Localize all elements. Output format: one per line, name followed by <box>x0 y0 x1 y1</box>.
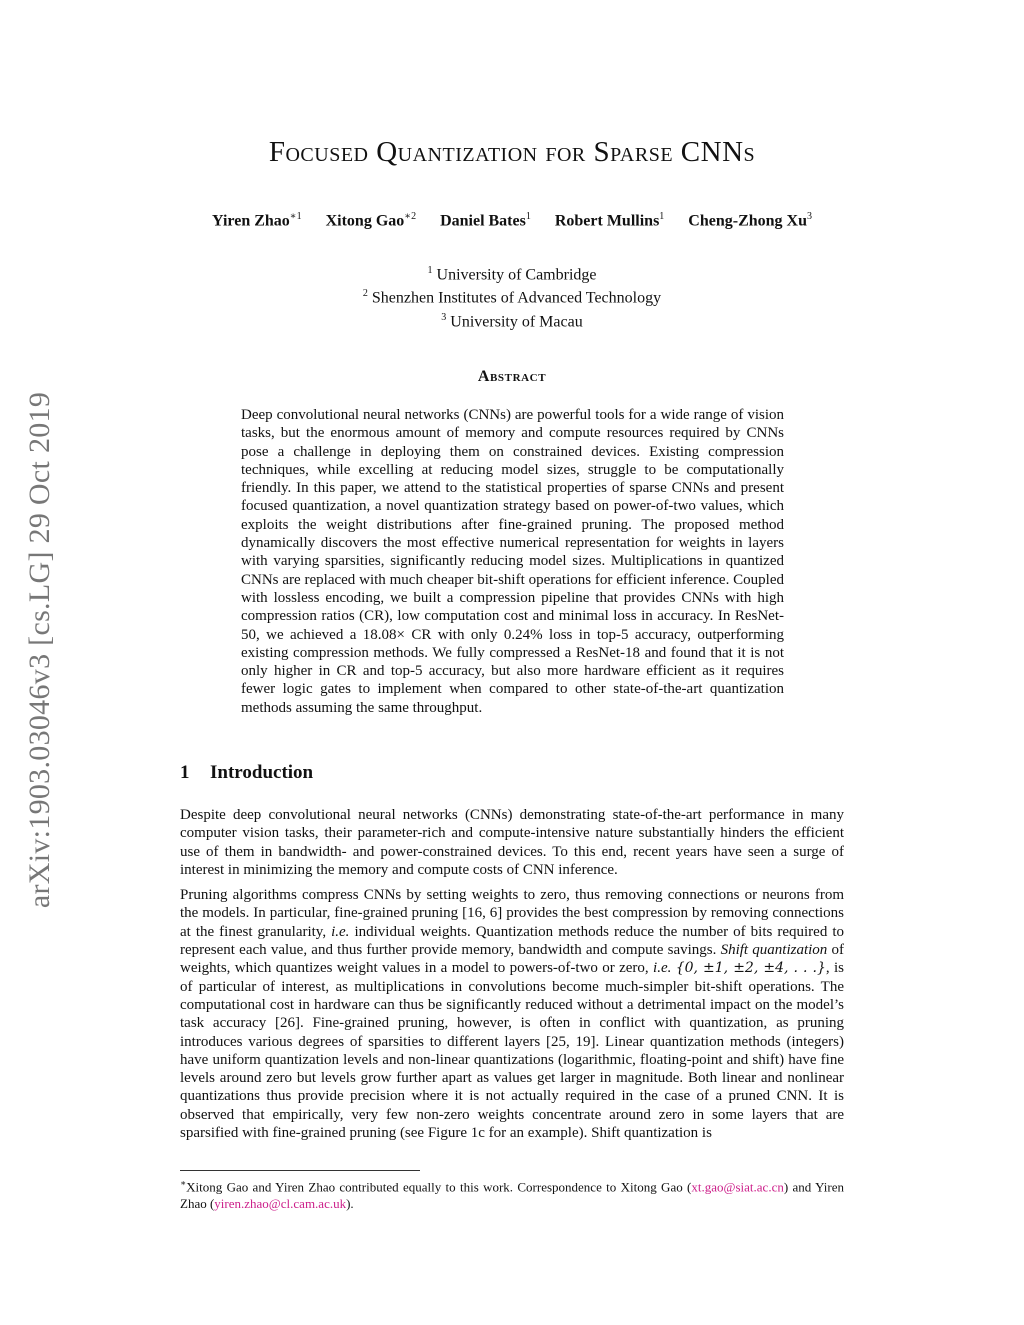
introduction-body <box>180 806 844 1149</box>
affiliation: $^3$ University of Macau <box>441 311 583 330</box>
abstract-text: Deep convolutional neural networks (CNNs) are powerful tools for a wide range of vision tasks, but the enormous amount of memory and compute resources required by CNNs pose a challenge in deploying them on constrained devices. Existing compression techniques, while excelling at reducing model sizes, struggle to be computationally friendly. In this paper, we attend to the statistical properties of sparse CNNs and present focused quantization, a novel quantization strategy based on power-of-two values, which exploits the weight distributions after fine-grained pruning. The proposed method dynamically discovers the most effective numerical representation for weights in layers with varying sparsities, significantly reducing model sizes. Multiplications in quantized CNNs are replaced with much cheaper bit-shift operations for efficient inference. Coupled with lossless encoding, we built a compression pipeline that provides CNNs with high compression ratios (CR), low computation cost and minimal loss in accuracy. In ResNet-50, we achieved a 18.08× CR with only 0.24% loss in top-5 accuracy, outperforming existing compression methods. We fully compressed a ResNet-18 and found that it is not only higher in CR and top-5 accuracy, but also more hardware efficient as it requires fewer logic gates to implement when compared to other state-of-the-art quantization methods assuming the same throughput. <box>241 407 784 716</box>
email-link[interactable]: yiren.zhao@cl.cam.ac.uk <box>214 1195 347 1211</box>
author: Cheng-Zhong Xu$^3$ <box>688 211 812 230</box>
abstract-heading: Abstract <box>477 368 547 385</box>
math-set: {0, ±1, ±2, ±4, . . .} <box>675 960 826 977</box>
footnote: ∗Xitong Gao and Yiren Zhao contributed equally to this work. Correspondence to Xitong Gao (xt.gao@siat.ac.cn) and Yiren Zhao (yiren.zhao@cl.cam.ac.uk). <box>180 1178 844 1211</box>
paragraph: Pruning algorithms compress CNNs by setting weights to zero, thus removing connections or neurons from the models. In particular, fine-grained pruning [16, 6] provides the best compression by removing connections at the finest granularity, i.e. individual weights. Quantization methods reduce the number of bits required to represent each value, and thus further provide memory, bandwidth and compute savings. Shift quantization of weights, which quantizes weight values in a model to powers-of-two or zero, i.e. {0, ±1, ±2, ±4, . . .}, is of particular of interest, as multiplications in convolutions become much-simpler bit-shift operations. The computational cost in hardware can thus be significantly reduced without a detrimental impact on the model’s task accuracy [26]. Fine-grained pruning, however, is often in conflict with quantization, as pruning introduces various degrees of sparsities to different layers [25, 19]. Linear quantization methods (integers) have uniform quantization levels and non-linear quantizations (logarithmic, floating-point and shift) have fine levels around zero but levels grow further apart as values get larger in magnitude. Both linear and nonlinear quantizations thus provide precision where it is not actually required in the case of a pruned CNN. It is observed that empirically, very few non-zero weights concentrate around zero in some layers that are sparsified with fine-grained pruning (see Figure 1c for an example). Shift quantization is <box>180 887 845 1142</box>
affiliation-list <box>0 261 1024 331</box>
author: Daniel Bates$^1$ <box>440 211 531 230</box>
author-list <box>160 211 864 230</box>
arxiv-identifier-stamp <box>18 355 62 945</box>
paper-title: Focused Quantization for Sparse CNNs <box>268 136 756 168</box>
section-heading-introduction <box>180 762 313 784</box>
affiliation: $^1$ University of Cambridge <box>427 265 597 284</box>
email-link[interactable]: xt.gao@siat.ac.cn <box>691 1179 784 1195</box>
author: Yiren Zhao$^{∗1}$ <box>212 211 302 230</box>
author: Robert Mullins$^1$ <box>554 211 665 230</box>
arxiv-identifier-text: arXiv:1903.03046v3 [cs.LG] 29 Oct 2019 <box>23 391 57 909</box>
section-title: Introduction <box>210 762 314 783</box>
section-number: 1 <box>180 762 190 783</box>
author: Xitong Gao$^{∗2}$ <box>325 211 417 230</box>
affiliation: $^2$ Shenzhen Institutes of Advanced Technology <box>362 288 662 307</box>
paragraph: Despite deep convolutional neural networks (CNNs) demonstrating state-of-the-art performance in many computer vision tasks, their parameter-rich and compute-intensive nature substantially hinders the efficient use of them in bandwidth- and power-constrained devices. To this end, recent years have seen a surge of interest in minimizing the memory and compute costs of CNN inference. <box>180 807 844 878</box>
footnote-rule <box>180 1170 420 1171</box>
